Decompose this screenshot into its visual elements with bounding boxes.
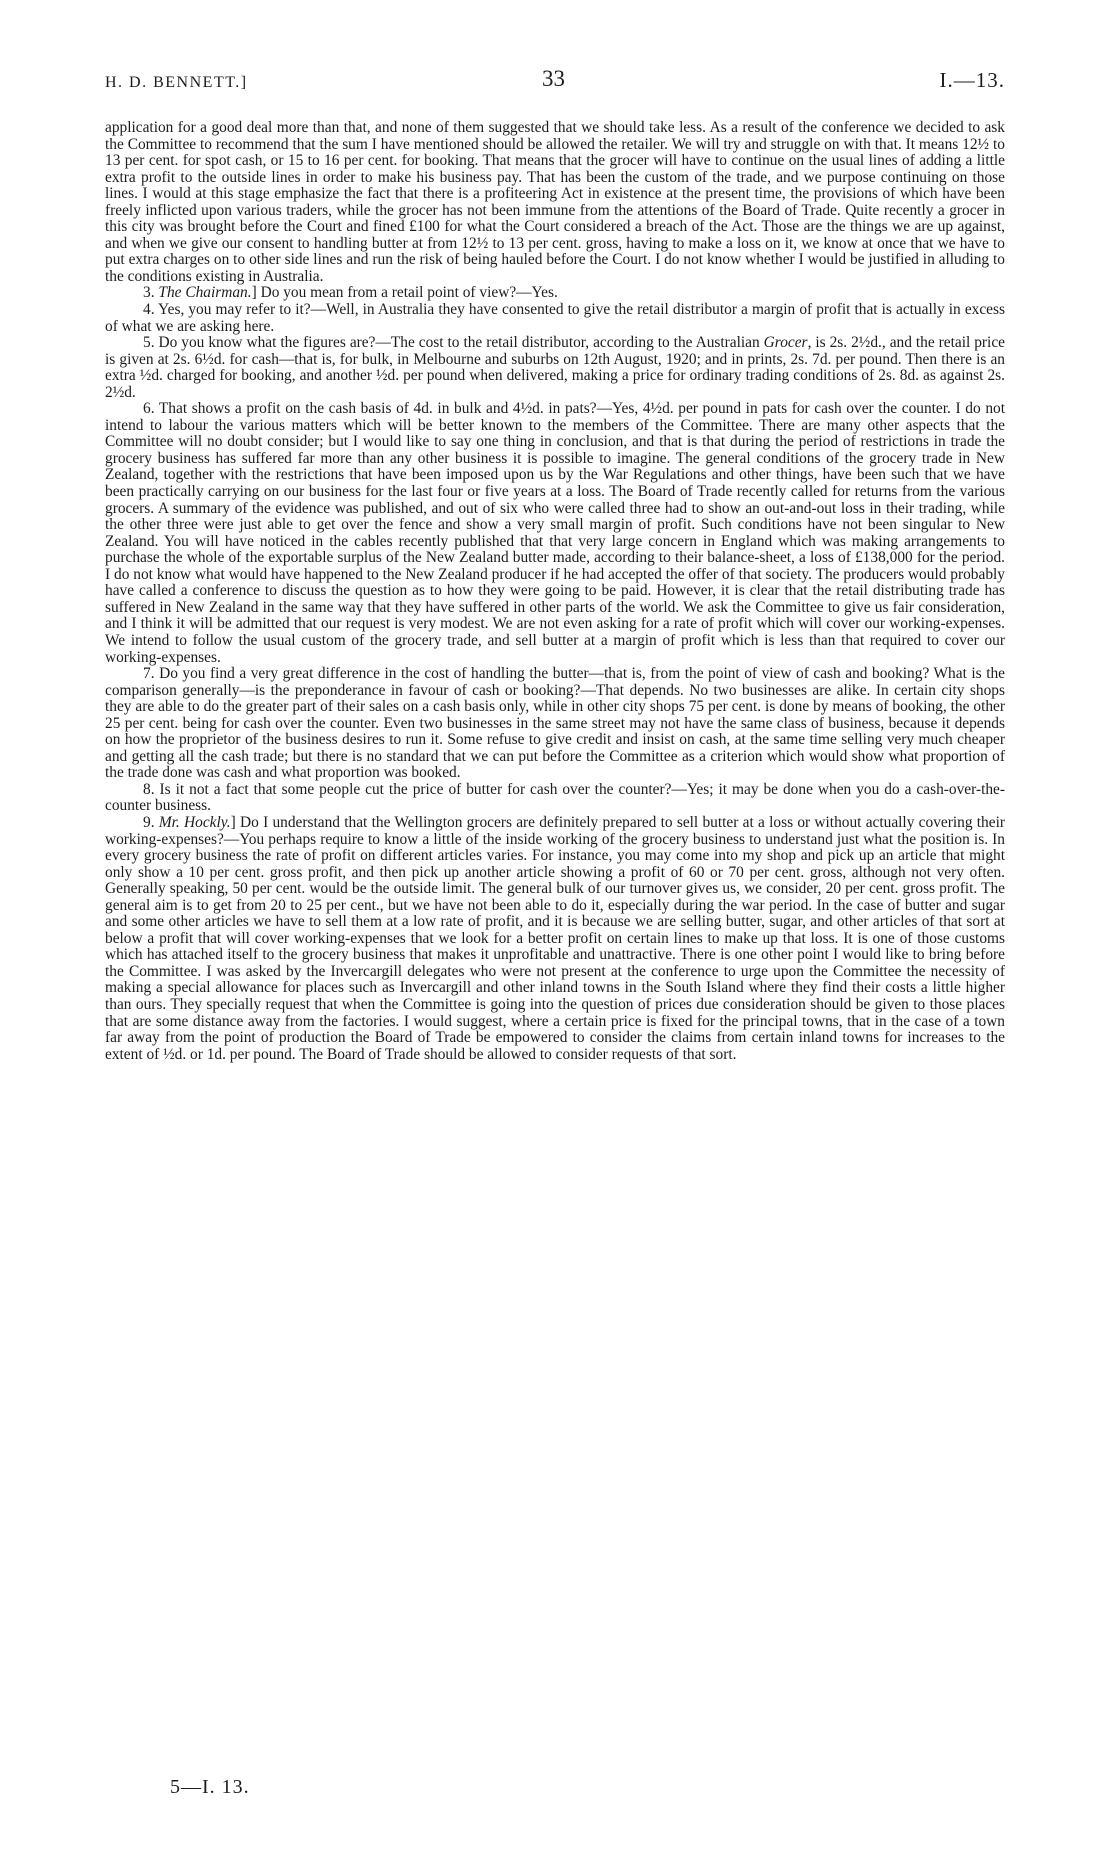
speaker-name: Mr. Hockly. <box>158 813 231 831</box>
paragraph-continued: application for a good deal more than that, and none of them suggested that we should take less. As a result of the conference we decided to ask the Committee to recommend that the sum I have mentioned should be allowed the retailer. We will try and struggle on with that. It means 12½ to 13 per cent. for spot cash, or 15 to 16 per cent. for booking. That means that the grocer will have to continue on the usual lines of adding a little extra profit to the outside lines in order to make his business pay. That has been the custom of the trade, and we purpose continuing on those lines. I would at this stage emphasize the fact that there is a profiteering Act in existence at the present time, the provisions of which have been freely inflicted upon various traders, while the grocer has not been immune from the attentions of the Board of Trade. Quite recently a grocer in this city was brought before the Court and fined £100 for what the Court considered a breach of the Act. Those are the things we are up against, and when we give our consent to handling butter at from 12½ to 13 per cent. gross, having to make a loss on it, we know at once that we have to put extra charges on to other side lines and run the risk of being hauled before the Court. I do not know whether I would be justified in alluding to the conditions existing in Australia. <box>105 119 1005 285</box>
body-text <box>105 120 1005 1063</box>
witness-name: H. D. BENNETT.] <box>105 74 248 91</box>
page-header <box>105 66 1005 100</box>
page-number: 33 <box>542 66 565 91</box>
paragraph-6: 6. That shows a profit on the cash basis of 4d. in bulk and 4½d. in pats?—Yes, 4½d. per pound in pats for cash over the counter. I do not intend to labour the various matters which will be better known to the members of the Committee. There are many other aspects that the Committee will no doubt consider; but I would like to say one thing in conclusion, and that is that during the period of restrictions in trade the grocery business has suffered far more than any other business it is possible to imagine. The general conditions of the grocery trade in New Zealand, together with the restrictions that have been imposed upon us by the War Regulations and other things, have been such that we have been practically carrying on our business for the last four or five years at a loss. The Board of Trade recently called for returns from the various grocers. A summary of the evidence was published, and out of six who were called three had to show an out-and-out loss in their trading, while the other three were just able to get over the fence and show a very small margin of profit. Such conditions have not been singular to New Zealand. You will have noticed in the cables recently published that that very large concern in England which was making arrangements to purchase the whole of the exportable surplus of the New Zealand butter made, according to their balance-sheet, a loss of £138,000 for the period. I do not know what would have happened to the New Zealand producer if he had accepted the offer of that society. The producers would probably have called a conference to discuss the question as to how they were going to be paid. However, it is clear that the retail distributing trade has suffered in New Zealand in the same way that they have suffered in other parts of the world. We ask the Committee to give us fair consideration, and I think it will be admitted that our request is very modest. We are not even asking for a rate of profit which will cover our working-expenses. We intend to follow the usual custom of the grocery trade, and sell butter at a margin of profit which is less than that required to cover our working-expenses. <box>105 400 1005 666</box>
paper-reference: I.—13. <box>939 68 1005 92</box>
paragraph-3: 3. The Chairman.] Do you mean from a retail point of view?—Yes. <box>143 284 558 302</box>
paragraph-7: 7. Do you find a very great difference in the cost of handling the butter—that is, from the point of view of cash and booking? What is the comparison generally—is the preponderance in favour of cash or booking?—That depends. No two businesses are alike. In certain city shops they are able to do the greater part of their sales on a cash basis only, while in other city shops 75 per cent. is done by means of booking, the other 25 per cent. being for cash over the counter. Even two businesses in the same street may not have the same class of business, because it depends on how the proprietor of the business desires to run it. Some refuse to give credit and insist on cash, at the same time selling very much cheaper and getting all the cash trade; but there is no standard that we can put before the Committee as a criterion which would show what proportion of the trade done was cash and what proportion was booked. <box>105 665 1005 782</box>
paragraph-5: 5. Do you know what the figures are?—The cost to the retail distributor, according to the Australian Grocer, is 2s. 2½d., and the retail price is given at 2s. 6½d. for cash—that is, for bulk, in Melbourne and suburbs on 12th August, 1920; and in prints, 2s. 7d. per pound. Then there is an extra ½d. charged for booking, and another ½d. per pound when delivered, making a price for ordinary trading conditions of 2s. 8d. as against 2s. 2½d. <box>105 334 1005 401</box>
signature-mark: 5—I. 13. <box>170 1776 250 1798</box>
speaker-name: The Chairman. <box>158 284 252 302</box>
publication-name: Grocer <box>763 334 808 352</box>
paragraph-8: 8. Is it not a fact that some people cut the price of butter for cash over the counter?—Yes; it may be done when you do a cash-over-the-counter business. <box>105 780 1005 815</box>
paragraph-9: 9. Mr. Hockly.] Do I understand that the Wellington grocers are definitely prepared to sell butter at a loss or without actually covering their working-expenses?—You perhaps require to know a little of the inside working of the grocery business to understand just what the position is. In every grocery business the rate of profit on different articles varies. For instance, you may come into my shop and pick up an article that might only show a 10 per cent. gross profit, and then pick up another article showing a profit of 60 or 70 per cent. gross, although not very often. Generally speaking, 50 per cent. would be the outside limit. The general bulk of our turnover gives us, we consider, 20 per cent. gross profit. The general aim is to get from 20 to 25 per cent., but we have not been able to do it, especially during the war period. In the case of butter and sugar and some other articles we have to sell them at a low rate of profit, and it is because we are selling butter, sugar, and other articles of that sort at below a profit that will cover working-expenses that we look for a better profit on certain lines to make up that loss. It is one of those customs which has attached itself to the grocery business that makes it unprofitable and unattractive. There is one other point I would like to bring before the Committee. I was asked by the Invercargill delegates who were not present at the conference to urge upon the Committee the necessity of making a special allowance for places such as Invercargill and other inland towns in the South Island where they find their costs a little higher than ours. They specially request that when the Committee is going into the question of prices due consideration should be given to those places that are some distance away from the factories. I would suggest, where a certain price is fixed for the principal towns, that in the case of a town far away from the point of production the Board of Trade be empowered to consider the claims from certain inland towns for increases to the extent of ½d. or 1d. per pound. The Board of Trade should be allowed to consider requests of that sort. <box>105 813 1005 1063</box>
paragraph-4: 4. Yes, you may refer to it?—Well, in Australia they have consented to give the retail distributor a margin of profit that is actually in excess of what we are asking here. <box>105 301 1005 335</box>
